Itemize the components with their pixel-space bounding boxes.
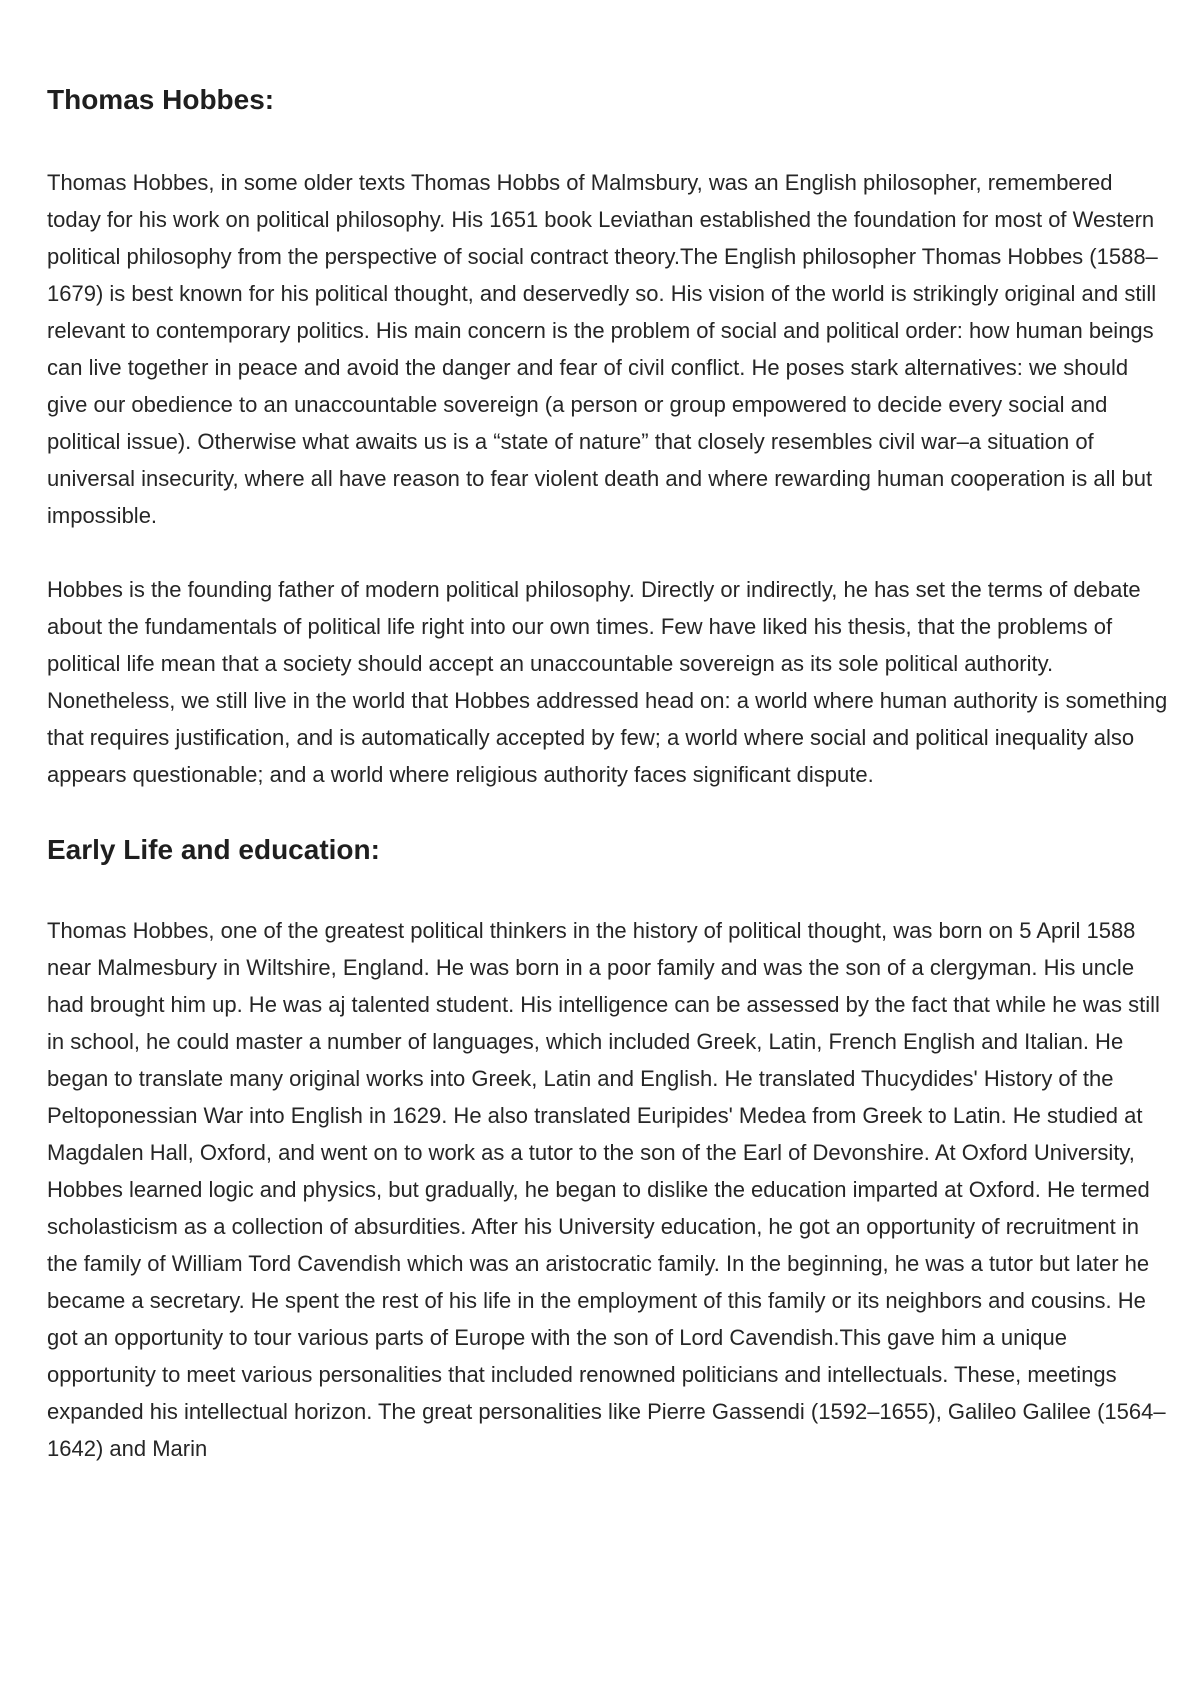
paragraph-intro: Thomas Hobbes, in some older texts Thomas Hobbs of Malmsbury, was an English philosopher, remembered today for his work on political philosophy. His 1651 book Leviathan established the foundation for most of Western political philosophy from the perspective of social contract theory.The English philosopher Thomas Hobbes (1588–1679) is best known for his political thought, and deservedly so. His vision of the world is strikingly original and still relevant to contemporary politics. His main concern is the problem of social and political order: how human beings can live together in peace and avoid the danger and fear of civil conflict. He poses stark alternatives: we should give our obedience to an unaccountable sovereign (a person or group empowered to decide every social and political issue). Otherwise what awaits us is a “state of nature” that closely resembles civil war–a situation of universal insecurity, where all have reason to fear violent death and where rewarding human cooperation is all but impossible. [47, 170, 1158, 528]
paragraph-early-life: Thomas Hobbes, one of the greatest political thinkers in the history of political thought, was born on 5 April 1588 near Malmesbury in Wiltshire, England. He was born in a poor family and was the son of a clergyman. His uncle had brought him up. He was aj talented student. His intelligence can be assessed by the fact that while he was still in school, he could master a number of languages, which included Greek, Latin, French English and Italian. He began to translate many original works into Greek, Latin and English. He translated Thucydides' History of the Peltoponessian War into English in 1629. He also translated Euripides' Medea from Greek to Latin. He studied at Magdalen Hall, Oxford, and went on to work as a tutor to the son of the Earl of Devonshire. At Oxford University, Hobbes learned logic and physics, but gradually, he began to dislike the education imparted at Oxford. He termed scholasticism as a collection of absurdities. After his University education, he got an opportunity of recruitment in the family of William Tord Cavendish which was an aristocratic family. In the beginning, he was a tutor but later he became a secretary. He spent the rest of his life in the employment of this family or its neighbors and cousins. He got an opportunity to tour various parts of Europe with the son of Lord Cavendish.This gave him a unique opportunity to meet various personalities that included renowned politicians and intellectuals. These, meetings expanded his intellectual horizon. The great personalities like Pierre Gassendi (1592–1655), Galileo Galilee (1564–1642) and Marin [47, 918, 1166, 1461]
paragraph-founding-father: Hobbes is the founding father of modern political philosophy. Directly or indirectly, he has set the terms of debate about the fundamentals of political life right into our own times. Few have liked his thesis, that the problems of political life mean that a society should accept an unaccountable sovereign as its sole political authority. Nonetheless, we still live in the world that Hobbes addressed head on: a world where human authority is something that requires justification, and is automatically accepted by few; a world where social and political inequality also appears questionable; and a world where religious authority faces significant dispute. [47, 577, 1168, 787]
section-heading-early-life: Early Life and education: [47, 834, 380, 865]
section-heading-thomas-hobbes: Thomas Hobbes: [47, 84, 275, 115]
